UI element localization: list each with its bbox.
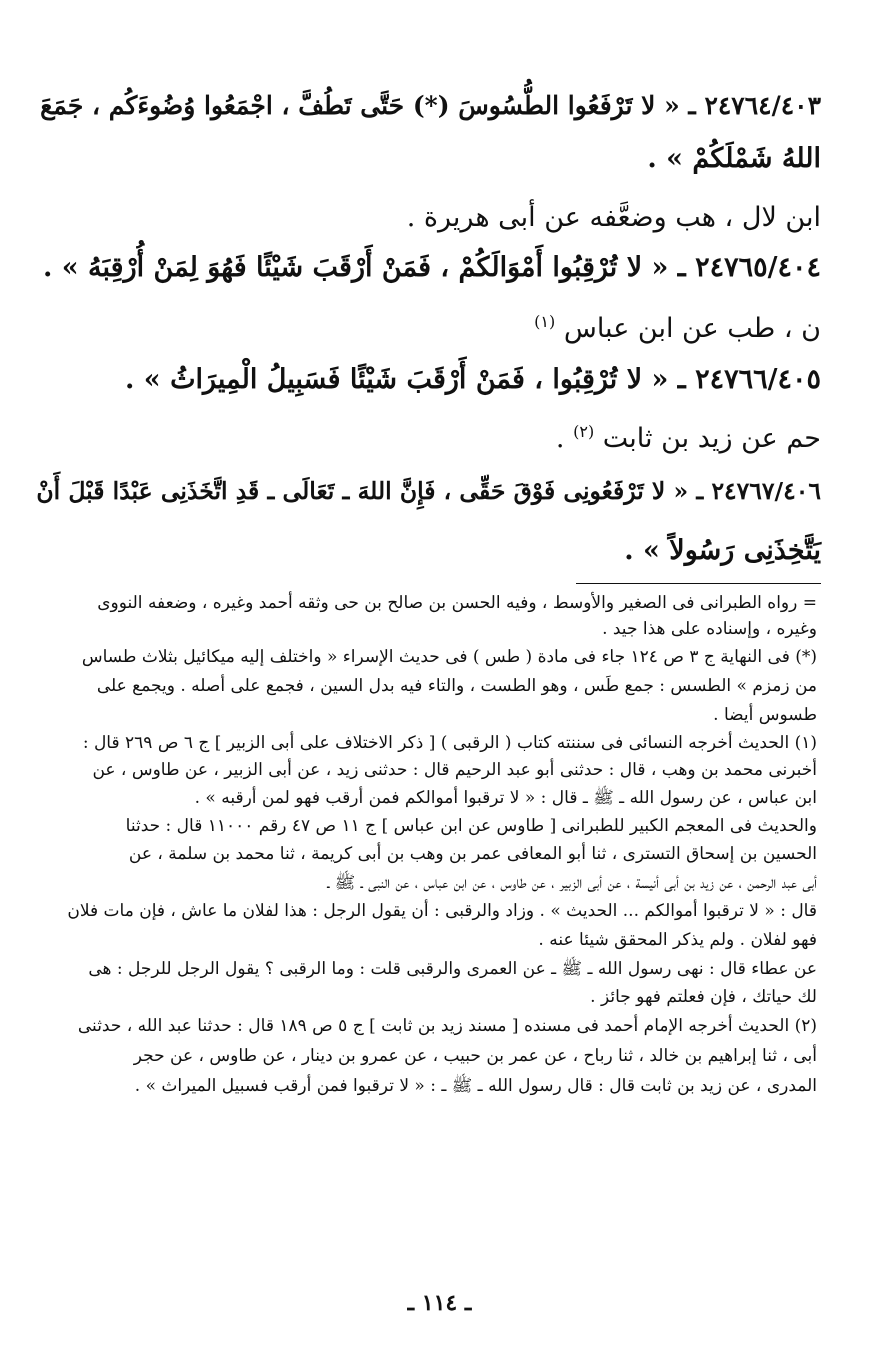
footnote-line: ابن عباس ، عن رسول الله ـ ﷺ ـ قال : « لا ترقبوا أموالكم فمن أرقب فهو لمن أرقبه » . [194, 788, 817, 808]
source-line-404: ن ، طب عن ابن عباس $^{(١)}$ [534, 312, 821, 344]
footnote-line: أخبرنى محمد بن وهب ، قال : حدثنى أبو عبد الرحيم قال : حدثنى زيد ، عن أبى الزبير ، عن طاوس ، عن [92, 760, 817, 780]
footnote-line: من زمزم » الطسس : جمع طَس ، وهو الطست ، والتاء فيه بدل السين ، فجمع على أصله . ويجمع على [96, 676, 817, 696]
footnote-ref-1[interactable]: (١) [534, 312, 556, 331]
footnote-line: لك حياتك ، فإن فعلتم فهو جائز . [590, 987, 817, 1007]
source-line-403: ابن لال ، هب وضعَّفه عن أبى هريرة . [406, 202, 821, 233]
source-line-405: حم عن زيد بن ثابت $^{(٢)}$ . [555, 422, 821, 454]
hadith-line-406-cont: يَتَّخِذَنِى رَسُولاً » . [624, 535, 821, 566]
hadith-line-404: ٢٤٧٦٥/٤٠٤ ـ « لا تُرْقِبُوا أَمْوَالَكُمْ ، فَمَنْ أَرْقَبَ شَيْئًا فَهُوَ لِمَنْ أُرْقِبَهُ » . [42, 252, 821, 283]
footnote-line: (*) فى النهاية ج ٣ ص ١٢٤ جاء فى مادة ( طس ) فى حديث الإسراء « واختلف إليه ميكائيل بثلاث طساس [81, 647, 817, 667]
footnote-line: المدرى ، عن زيد بن ثابت قال : قال رسول الله ـ ﷺ ـ : « لا ترقبوا فمن أرقب فسبيل الميراث » . [134, 1076, 817, 1096]
footnote-line: أبى ، ثنا إبراهيم بن خالد ، ثنا رباح ، عن عمر بن حبيب ، عن عمرو بن دينار ، عن طاوس ، عن حجر [133, 1046, 817, 1066]
page-number: ـ ١١٤ ـ [407, 1290, 472, 1316]
main-text-block [36, 84, 821, 574]
hadith-line-406: ٢٤٧٦٧/٤٠٦ ـ « لا تَرْفَعُونِى فَوْقَ حَقِّى ، فَإِنَّ اللهَ ـ تَعَالَى ـ قَدِ اتَّخَذَنِى عَبْدًا قَبْلَ أَنْ [36, 477, 821, 505]
footnote-line: الحسين بن إسحاق التسترى ، ثنا أبو المعافى عمر بن وهب بن أبى كريمة ، ثنا محمد بن سلمة ، عن [128, 844, 817, 864]
hadith-line-403-cont: اللهُ شَمْلَكُمْ » . [647, 143, 821, 174]
footnote-line: فهو لفلان . ولم يذكر المحقق شيئا عنه . [538, 930, 817, 950]
footnote-line: قال : « لا ترقبوا أموالكم ... الحديث » . وزاد والرقبى : أن يقول الرجل : هذا لفلان ما عاش ، فإن مات فلان [67, 901, 817, 921]
footnote-ref-2[interactable]: (٢) [573, 422, 595, 441]
footnote-line: (١) الحديث أخرجه النسائى فى سننته كتاب ( الرقبى ) [ ذكر الاختلاف على أبى الزبير ] ج ٦ ص ٢٦٩ قال : [82, 733, 817, 753]
footnote-line: = رواه الطبرانى فى الصغير والأوسط ، وفيه الحسن بن صالح بن حى وثقه أحمد وغيره ، وضعفه النووى [97, 593, 817, 613]
footnote-separator [576, 583, 821, 584]
footnote-line: والحديث فى المعجم الكبير للطبرانى [ طاوس عن ابن عباس ] ج ١١ ص ٤٧ رقم ١١٠٠٠ قال : حدثنا [125, 816, 817, 836]
footnotes-block [40, 592, 817, 1103]
footnote-line: أبى عبد الرحمن ، عن زيد بن أبى أنيسة ، عن أبى الزبير ، عن طاوس ، عن ابن عباس ، عن النبى ـ ﷺ ـ [327, 873, 817, 893]
footnote-line: وغيره ، وإسناده على هذا جيد . [602, 619, 817, 639]
footnote-line: طسوس أيضا . [713, 705, 817, 725]
footnote-line: عن عطاء قال : نهى رسول الله ـ ﷺ ـ عن العمرى والرقبى قلت : وما الرقبى ؟ يقول الرجل للرجل : هى [88, 959, 817, 979]
hadith-line-405: ٢٤٧٦٦/٤٠٥ ـ « لا تُرْقِبُوا ، فَمَنْ أَرْقَبَ شَيْئًا فَسَبِيلُ الْمِيرَاثُ » . [125, 364, 821, 395]
footnote-line: (٢) الحديث أخرجه الإمام أحمد فى مسنده [ مسند زيد بن ثابت ] ج ٥ ص ١٨٩ قال : حدثنا عبد الله ، حدثنى [77, 1016, 817, 1036]
hadith-line-403: ٢٤٧٦٤/٤٠٣ ـ « لا تَرْفَعُوا الطُّسُوسَ (*) حَتَّى تَطُفَّ ، اجْمَعُوا وُضُوءَكُم ، جَمَعَ [40, 91, 821, 120]
